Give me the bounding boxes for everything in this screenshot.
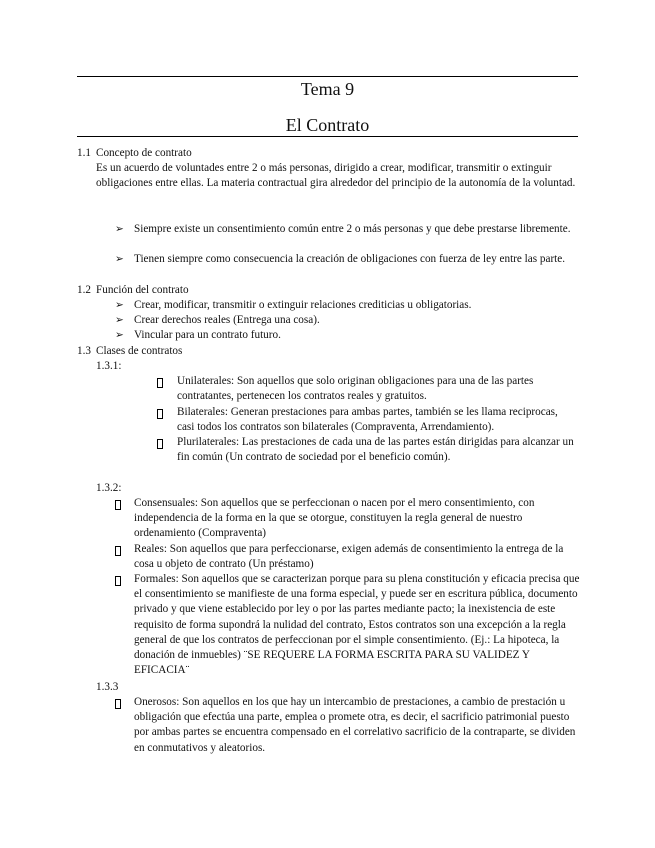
arrow-bullet-icon: ➢ xyxy=(115,315,124,326)
arrow-bullet-icon: ➢ xyxy=(115,300,124,311)
square-bullet-icon xyxy=(115,546,121,556)
square-bullet-icon xyxy=(115,699,121,709)
section-number: 1.1 xyxy=(77,147,91,159)
title-rule xyxy=(77,136,578,137)
list-item: Onerosos: Son aquellos en los que hay un intercambio de prestaciones, a cambio de prestación u obligación que efectúa una parte, emplea o promete otra, es decir, el sacrificio patrimonial puesto por ambas partes se encuentra compensado en el correlativo sacrificio de la contraparte, se dividen en conmutativos y aleatorios. xyxy=(134,696,576,754)
list-item: Formales: Son aquellos que se caracterizan porque para su plena constitución y eficacia precisa que el consentimiento se manifieste de una forma especial, y puede ser en escritura pública, documento privado y que viene establecido por ley o por las partes mediante pacto; la inexistencia de este requisito de forma supondrá la nulidad del contrato, Estos contratos son una excepción a la regla general de que los contratos de perfeccionan por el simple consentimiento. (Ej.: La hipoteca, la donación de inmuebles) ¨SE REQUERE LA FORMA ESCRITA PARA SU VALIDEZ Y EFICACIA¨ xyxy=(134,573,580,677)
definition-paragraph: Es un acuerdo de voluntades entre 2 o más personas, dirigido a crear, modificar, transmitir o extinguir obligaciones entre ellas. La materia contractual gira alrededor del principio de la autonomía de la voluntad. xyxy=(96,162,576,190)
arrow-bullet-icon: ➢ xyxy=(115,330,124,341)
section-number: 1.2 xyxy=(77,284,91,296)
page-title: Tema 9 xyxy=(300,79,355,99)
list-item: Plurilaterales: Las prestaciones de cada una de las partes están dirigidas para alcanzar un fin común (Un contrato de sociedad por el beneficio común). xyxy=(177,436,574,464)
square-bullet-icon xyxy=(157,409,163,419)
list-item: Crear, modificar, transmitir o extinguir relaciones crediticias u obligatorias. xyxy=(134,299,472,311)
square-bullet-icon xyxy=(115,576,121,586)
list-item: Bilaterales: Generan prestaciones para ambas partes, también se les llama reciprocas, casi todos los contratos son bilaterales (Compraventa, Arrendamiento). xyxy=(177,406,558,434)
square-bullet-icon xyxy=(157,439,163,449)
page-subtitle: El Contrato xyxy=(285,115,370,135)
list-item: Siempre existe un consentimiento común entre 2 o más personas y que debe prestarse libremente. xyxy=(134,223,571,235)
list-item: Unilaterales: Son aquellos que solo originan obligaciones para una de las partes contratantes, pertenecen los contratos reales y gratuitos. xyxy=(177,375,534,403)
section-number: 1.3 xyxy=(77,345,91,357)
arrow-bullet-icon: ➢ xyxy=(115,224,124,235)
list-item: Tienen siempre como consecuencia la creación de obligaciones con fuerza de ley entre las parte. xyxy=(134,253,566,265)
list-item: Crear derechos reales (Entrega una cosa). xyxy=(134,314,320,326)
square-bullet-icon xyxy=(115,500,121,510)
list-item: Vincular para un contrato futuro. xyxy=(134,329,281,341)
square-bullet-icon xyxy=(157,378,163,388)
section-heading: Función del contrato xyxy=(96,284,189,296)
subsection-label: 1.3.3 xyxy=(96,681,119,693)
list-item: Consensuales: Son aquellos que se perfeccionan o nacen por el mero consentimiento, con independencia de la forma en la que se otorgue, constituyen la regla general de nuestro ordenamiento (Compraventa) xyxy=(134,497,535,540)
subsection-label: 1.3.1: xyxy=(96,360,122,372)
subsection-label: 1.3.2: xyxy=(96,482,122,494)
list-item: Reales: Son aquellos que para perfeccionarse, exigen además de consentimiento la entrega de la cosa u objeto de contrato (Un préstamo) xyxy=(134,543,564,571)
arrow-bullet-icon: ➢ xyxy=(115,254,124,265)
top-rule xyxy=(77,76,578,77)
section-heading: Concepto de contrato xyxy=(96,147,192,159)
section-heading: Clases de contratos xyxy=(96,345,183,357)
